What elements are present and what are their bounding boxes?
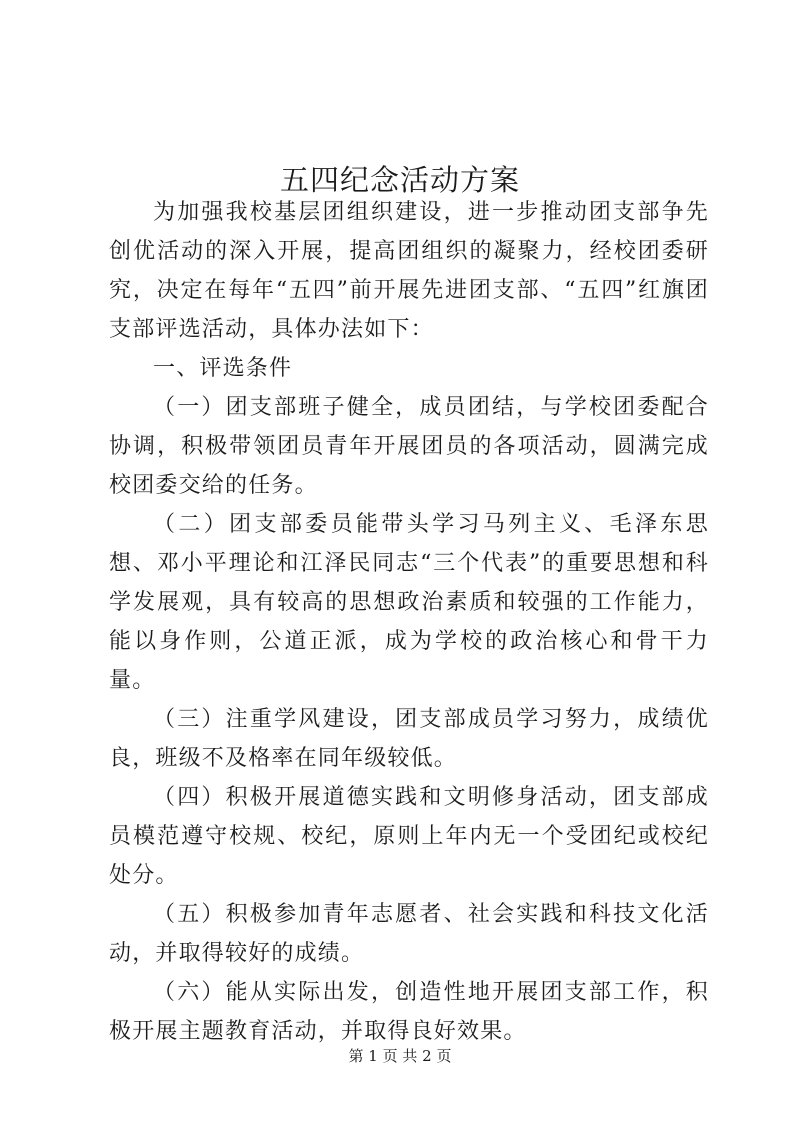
section-heading-criteria: 一、评选条件 [153,356,293,381]
paragraph-criterion-2: （二）团支部委员能带头学习马列主义、毛泽东思想、邓小平理论和江泽民同志“三个代表”的重要思想和科学发展观，具有较高的思想政治素质和较强的工作能力，能以身作则，公道正派，成为学校的政治核心和骨干力量。 [109,512,709,693]
paragraph-criterion-4: （四）积极开展道德实践和文明修身活动，团支部成员模范遵守校规、校纪，原则上年内无一个受团纪或校纪处分。 [109,785,709,888]
paragraph-criterion-3: （三）注重学风建设，团支部成员学习努力，成绩优良，班级不及格率在同年级较低。 [109,707,709,771]
page-footer: 第 1 页 共 2 页 [348,1047,452,1065]
paragraph-criterion-5: （五）积极参加青年志愿者、社会实践和科技文化活动，并取得较好的成绩。 [109,902,709,966]
paragraph-criterion-6: （六）能从实际出发，创造性地开展团支部工作，积极开展主题教育活动，并取得良好效果。 [109,980,709,1044]
paragraph-intro: 为加强我校基层团组织建设，进一步推动团支部争先创优活动的深入开展，提高团组织的凝聚力，经校团委研究，决定在每年“五四”前开展先进团支部、“五四”红旗团支部评选活动，具体办法如下： [109,200,709,342]
document-title: 五四纪念活动方案 [279,163,520,198]
document-body [109,193,709,1051]
paragraph-criterion-1: （一）团支部班子健全，成员团结，与学校团委配合协调，积极带领团员青年开展团员的各项活动，圆满完成校团委交给的任务。 [109,395,709,498]
